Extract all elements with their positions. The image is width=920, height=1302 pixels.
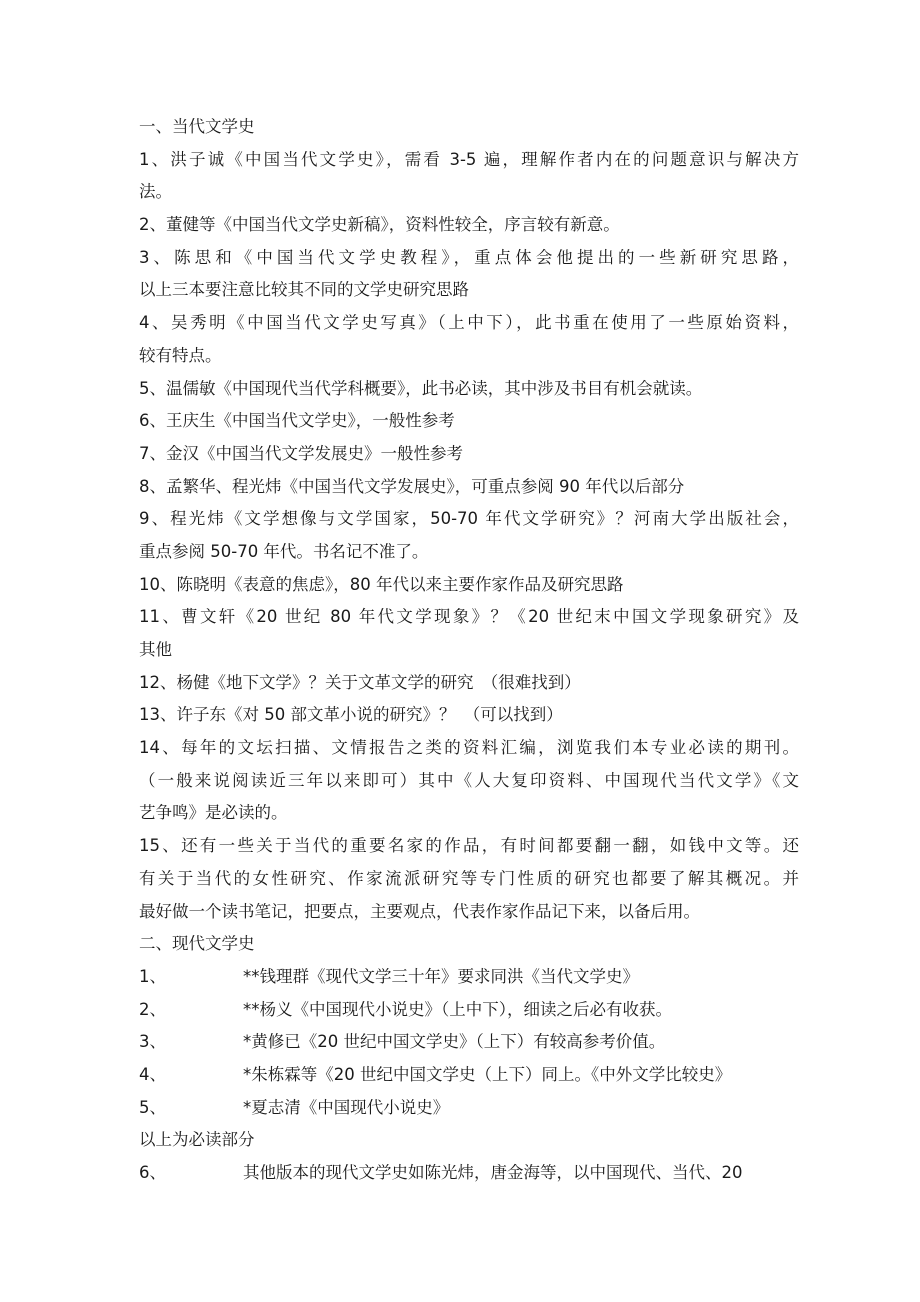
list-item-number: 5、 xyxy=(139,1097,166,1117)
list-item-line: 11、曹文轩《20 世纪 80 年代文学现象》？《20 世纪末中国文学现象研究》及 xyxy=(139,607,799,627)
list-item xyxy=(139,994,799,1027)
list-item xyxy=(139,1157,799,1190)
list-item-line: 4、吴秀明《中国当代文学史写真》（上中下），此书重在使用了一些原始资料， xyxy=(139,313,799,333)
list-item-line: 法。 xyxy=(139,182,172,202)
list-item-line: 14、每年的文坛扫描、文情报告之类的资料汇编，浏览我们本专业必读的期刊。 xyxy=(139,738,799,758)
list-item-text: *朱栋霖等《20 世纪中国文学史（上下）同上。《中外文学比较史》 xyxy=(243,1064,732,1084)
list-item xyxy=(139,601,799,666)
list-item-line: 艺争鸣》是必读的。 xyxy=(139,803,288,823)
list-item-number: 3、 xyxy=(139,1032,166,1052)
list-item-line: 最好做一个读书笔记，把要点，主要观点，代表作家作品记下来，以备后用。 xyxy=(139,901,700,921)
list-item-line: 5、温儒敏《中国现代当代学科概要》，此书必读，其中涉及书目有机会就读。 xyxy=(139,378,703,398)
list-item xyxy=(139,1092,799,1125)
list-item xyxy=(139,667,799,700)
list-item-number: 1、 xyxy=(139,966,166,986)
list-item-line: 6、王庆生《中国当代文学史》，一般性参考 xyxy=(139,411,455,431)
list-item xyxy=(139,471,799,504)
list-item-line: 7、金汉《中国当代文学发展史》一般性参考 xyxy=(139,443,463,463)
list-item-line: 以上三本要注意比较其不同的文学史研究思路 xyxy=(139,280,469,300)
list-item-line: 较有特点。 xyxy=(139,345,222,365)
list-item xyxy=(139,373,799,406)
list-item xyxy=(139,1059,799,1092)
contemporary-reading-list xyxy=(139,144,799,929)
list-item xyxy=(139,732,799,830)
list-item-line: 12、杨健《地下文学》？关于文革文学的研究 （很难找到） xyxy=(139,672,581,692)
list-item-text: 其他版本的现代文学史如陈光炜，唐金海等，以中国现代、当代、20 xyxy=(243,1163,743,1182)
list-item-line: 有关于当代的女性研究、作家流派研究等专门性质的研究也都要了解其概况。并 xyxy=(139,868,799,888)
list-item xyxy=(139,830,799,928)
list-item xyxy=(139,405,799,438)
list-item xyxy=(139,569,799,602)
document-page xyxy=(139,111,799,1190)
list-item-number: 6、 xyxy=(139,1163,166,1182)
list-item xyxy=(139,699,799,732)
list-item xyxy=(139,307,799,372)
list-item-number: 4、 xyxy=(139,1064,166,1084)
modern-reading-list xyxy=(139,961,799,1124)
required-note: 以上为必读部分 xyxy=(139,1130,255,1150)
list-item xyxy=(139,144,799,209)
list-item-text: **杨义《中国现代小说史》（上中下），细读之后必有收获。 xyxy=(243,999,672,1019)
section-heading-modern: 二、现代文学史 xyxy=(139,934,255,954)
list-item-line: （一般来说阅读近三年以来即可）其中《人大复印资料、中国现代当代文学》《文 xyxy=(139,770,799,790)
list-item xyxy=(139,242,799,307)
list-item-line: 3、陈思和《中国当代文学史教程》，重点体会他提出的一些新研究思路， xyxy=(139,247,799,267)
list-item-line: 其他 xyxy=(139,640,172,659)
list-item-line: 9、程光炜《文学想像与文学国家，50-70 年代文学研究》？河南大学出版社会， xyxy=(139,509,799,529)
section-heading-contemporary: 一、当代文学史 xyxy=(139,117,255,136)
list-item-line: 8、孟繁华、程光炜《中国当代文学发展史》，可重点参阅 90 年代以后部分 xyxy=(139,476,685,496)
list-item xyxy=(139,438,799,471)
list-item xyxy=(139,961,799,994)
list-item-line: 1、洪子诚《中国当代文学史》，需看 3-5 遍，理解作者内在的问题意识与解决方 xyxy=(139,149,799,169)
list-item-line: 2、董健等《中国当代文学史新稿》，资料性较全，序言较有新意。 xyxy=(139,215,620,235)
list-item-line: 15、还有一些关于当代的重要名家的作品，有时间都要翻一翻，如钱中文等。还 xyxy=(139,836,799,856)
list-item-text: *夏志清《中国现代小说史》 xyxy=(243,1097,450,1117)
list-item-text: **钱理群《现代文学三十年》要求同洪《当代文学史》 xyxy=(243,966,639,986)
list-item xyxy=(139,209,799,242)
list-item-number: 2、 xyxy=(139,999,166,1019)
list-item xyxy=(139,1026,799,1059)
list-item-text: *黄修已《20 世纪中国文学史》（上下）有较高参考价值。 xyxy=(243,1032,666,1052)
list-item-line: 13、许子东《对 50 部文革小说的研究》？ （可以找到） xyxy=(139,705,563,725)
list-item xyxy=(139,503,799,568)
list-item-line: 重点参阅 50-70 年代。书名记不准了。 xyxy=(139,541,429,561)
list-item-line: 10、陈晓明《表意的焦虑》，80 年代以来主要作家作品及研究思路 xyxy=(139,574,624,594)
